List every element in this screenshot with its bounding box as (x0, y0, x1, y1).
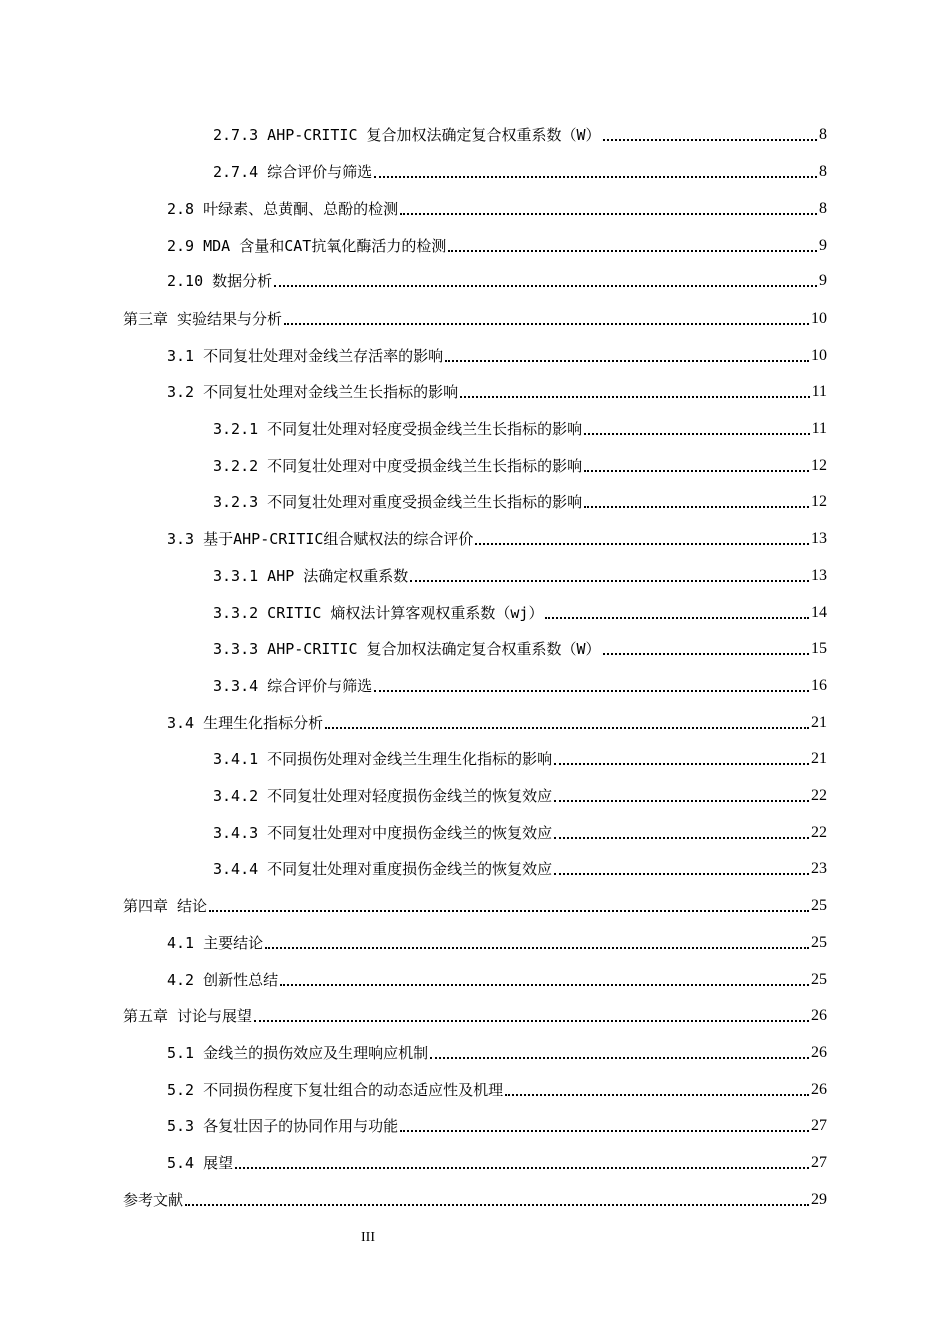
toc-entry-title: 第四章 结论 (123, 897, 208, 915)
dot-leader (554, 763, 809, 765)
toc-entry[interactable] (123, 308, 827, 330)
dot-leader (400, 1130, 809, 1132)
toc-entry-page: 8 (819, 200, 827, 217)
toc-entry[interactable] (167, 235, 827, 257)
dot-leader (584, 433, 809, 435)
toc-entry[interactable] (167, 528, 827, 550)
dot-leader (209, 910, 809, 912)
toc-entry-title: 3.4.4 不同复壮处理对重度损伤金线兰的恢复效应 (213, 860, 553, 878)
toc-entry[interactable] (167, 1152, 827, 1174)
toc-entry-title: 第五章 讨论与展望 (123, 1007, 253, 1025)
toc-entry-page: 13 (811, 530, 827, 547)
toc-entry-title: 3.3.3 AHP-CRITIC 复合加权法确定复合权重系数（W） (213, 640, 601, 658)
dot-leader (280, 984, 809, 986)
toc-entry-page: 21 (811, 714, 827, 731)
toc-entry-page: 13 (811, 567, 827, 584)
toc-entry[interactable] (213, 124, 827, 146)
toc-entry-title: 3.3.4 综合评价与筛选 (213, 677, 373, 695)
toc-entry[interactable] (167, 198, 827, 220)
dot-leader (374, 176, 817, 178)
toc-entry-title: 4.1 主要结论 (167, 934, 264, 952)
toc-entry-page: 29 (811, 1191, 827, 1208)
dot-leader (325, 727, 809, 729)
toc-entry-title: 2.8 叶绿素、总黄酮、总酚的检测 (167, 200, 399, 218)
toc-entry[interactable] (213, 858, 827, 880)
dot-leader (603, 653, 809, 655)
toc-entry-title: 3.3.2 CRITIC 熵权法计算客观权重系数（wj） (213, 604, 544, 622)
dot-leader (475, 543, 809, 545)
toc-entry[interactable] (213, 161, 827, 183)
toc-entry[interactable] (123, 895, 827, 917)
toc-entry[interactable] (213, 455, 827, 477)
toc-entry[interactable] (213, 602, 827, 624)
toc-entry-page: 27 (811, 1154, 827, 1171)
toc-entry-title: 3.3.1 AHP 法确定权重系数 (213, 567, 409, 585)
toc-entry-page: 27 (811, 1117, 827, 1134)
toc-entry-page: 15 (811, 640, 827, 657)
toc-entry[interactable] (213, 785, 827, 807)
dot-leader (265, 947, 809, 949)
toc-entry-title: 3.2.1 不同复壮处理对轻度受损金线兰生长指标的影响 (213, 420, 583, 438)
dot-leader (400, 213, 817, 215)
toc-entry[interactable] (167, 712, 827, 734)
toc-entry-title: 参考文献 (123, 1191, 184, 1209)
dot-leader (584, 506, 809, 508)
dot-leader (410, 580, 809, 582)
toc-entry-title: 3.1 不同复壮处理对金线兰存活率的影响 (167, 347, 444, 365)
toc-entry-page: 25 (811, 897, 827, 914)
toc-entry-title: 3.4.2 不同复壮处理对轻度损伤金线兰的恢复效应 (213, 787, 553, 805)
toc-entry-page: 25 (811, 971, 827, 988)
toc-entry[interactable] (167, 1042, 827, 1064)
toc-entry-page: 10 (811, 347, 827, 364)
toc-entry[interactable] (167, 1115, 827, 1137)
dot-leader (603, 139, 817, 141)
toc-entry-title: 3.3 基于AHP-CRITIC组合赋权法的综合评价 (167, 530, 474, 548)
dot-leader (554, 837, 809, 839)
toc-entry[interactable] (167, 270, 827, 292)
dot-leader (374, 690, 809, 692)
dot-leader (505, 1094, 809, 1096)
dot-leader (274, 285, 817, 287)
toc-entry[interactable] (167, 969, 827, 991)
toc-entry[interactable] (167, 932, 827, 954)
toc-entry-title: 5.2 不同损伤程度下复壮组合的动态适应性及机理 (167, 1081, 504, 1099)
toc-entry[interactable] (167, 345, 827, 367)
toc-entry[interactable] (167, 381, 827, 403)
toc-entry-page: 25 (811, 934, 827, 951)
toc-entry-page: 9 (819, 272, 827, 289)
toc-entry[interactable] (213, 822, 827, 844)
toc-entry-title: 5.1 金线兰的损伤效应及生理响应机制 (167, 1044, 429, 1062)
toc-entry-page: 16 (811, 677, 827, 694)
toc-entry[interactable] (213, 418, 827, 440)
toc-entry-title: 5.4 展望 (167, 1154, 234, 1172)
toc-entry[interactable] (213, 675, 827, 697)
toc-entry-title: 2.9 MDA 含量和CAT抗氧化酶活力的检测 (167, 237, 447, 255)
toc-entry-title: 3.2.2 不同复壮处理对中度受损金线兰生长指标的影响 (213, 457, 583, 475)
toc-entry[interactable] (123, 1005, 827, 1027)
toc-entry-page: 11 (811, 420, 827, 437)
toc-entry-page: 26 (811, 1007, 827, 1024)
dot-leader (235, 1167, 809, 1169)
toc-entry-page: 12 (811, 457, 827, 474)
dot-leader (284, 323, 809, 325)
toc-entry-page: 22 (811, 824, 827, 841)
toc-entry[interactable] (213, 565, 827, 587)
toc-entry-title: 5.3 各复壮因子的协同作用与功能 (167, 1117, 399, 1135)
toc-entry-title: 第三章 实验结果与分析 (123, 310, 283, 328)
toc-entry-title: 2.7.4 综合评价与筛选 (213, 163, 373, 181)
toc-entry-page: 26 (811, 1044, 827, 1061)
toc-entry-page: 10 (811, 310, 827, 327)
toc-entry-title: 3.2 不同复壮处理对金线兰生长指标的影响 (167, 383, 459, 401)
toc-entry-page: 8 (819, 163, 827, 180)
toc-entry-title: 4.2 创新性总结 (167, 971, 279, 989)
toc-entry[interactable] (213, 748, 827, 770)
toc-entry[interactable] (213, 491, 827, 513)
toc-entry-title: 2.10 数据分析 (167, 272, 273, 290)
toc-entry-page: 22 (811, 787, 827, 804)
toc-entry-page: 9 (819, 237, 827, 254)
toc-entry-page: 14 (811, 604, 827, 621)
toc-entry-page: 23 (811, 860, 827, 877)
toc-entry[interactable] (123, 1189, 827, 1211)
dot-leader (460, 396, 809, 398)
toc-entry-page: 8 (819, 126, 827, 143)
toc-entry-title: 2.7.3 AHP-CRITIC 复合加权法确定复合权重系数（W） (213, 126, 601, 144)
toc-entry-title: 3.2.3 不同复壮处理对重度受损金线兰生长指标的影响 (213, 493, 583, 511)
dot-leader (430, 1057, 809, 1059)
dot-leader (584, 470, 809, 472)
toc-entry-title: 3.4 生理生化指标分析 (167, 714, 324, 732)
dot-leader (448, 250, 817, 252)
toc-entry-page: 11 (811, 383, 827, 400)
dot-leader (254, 1020, 809, 1022)
dot-leader (554, 873, 809, 875)
toc-entry[interactable] (167, 1079, 827, 1101)
toc-entry[interactable] (213, 638, 827, 660)
dot-leader (554, 800, 809, 802)
toc-entry-page: 21 (811, 750, 827, 767)
page-number-footer: III (361, 1230, 375, 1245)
dot-leader (545, 617, 809, 619)
toc-entry-page: 12 (811, 493, 827, 510)
dot-leader (445, 360, 809, 362)
toc-entry-page: 26 (811, 1081, 827, 1098)
toc-entry-title: 3.4.3 不同复壮处理对中度损伤金线兰的恢复效应 (213, 824, 553, 842)
toc-entry-title: 3.4.1 不同损伤处理对金线兰生理生化指标的影响 (213, 750, 553, 768)
dot-leader (185, 1204, 809, 1206)
